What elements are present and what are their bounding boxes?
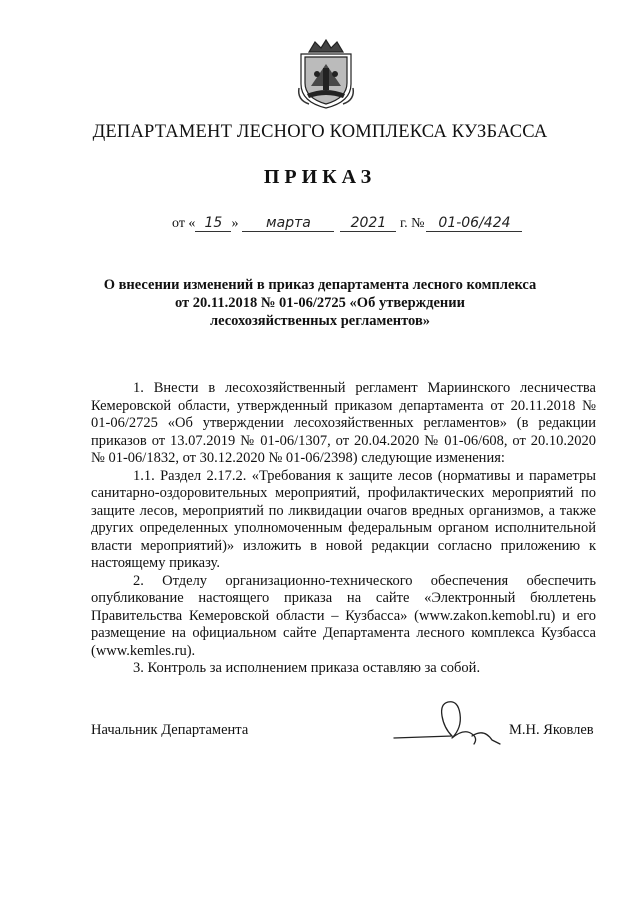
department-name: ДЕПАРТАМЕНТ ЛЕСНОГО КОМПЛЕКСА КУЗБАССА — [92, 122, 548, 142]
order-year: 2021 — [340, 216, 396, 232]
paragraph-1-1: 1.1. Раздел 2.17.2. «Требования к защите лесов (нормативы и параметры санитарно-оздоровительных мероприятий, профилактических мероприятий по защите лесов, мероприятий по ликвидации очагов вредных организмов, а также других определенных уполномоченным федеральным органом исполнительной власти мероприятий)» изложить в новой редакции согласно приложению к настоящему приказу. — [91, 467, 596, 571]
signer-name: М.Н. Яковлев — [509, 722, 594, 738]
order-month: марта — [242, 216, 334, 232]
handwritten-signature — [392, 698, 502, 750]
paragraph-3: 3. Контроль за исполнением приказа оставляю за собой. — [133, 660, 481, 676]
order-body — [91, 380, 596, 678]
subject-line-1: О внесении изменений в приказ департамента лесного комплекса — [103, 277, 537, 293]
order-day: 15 — [195, 216, 231, 232]
order-date-number-line — [172, 216, 522, 232]
order-number: 01-06/424 — [426, 216, 522, 232]
paragraph-1: 1. Внести в лесохозяйственный регламент Мариинского лесничества Кемеровской области, утвержденный приказом департамента от 20.11.2018 № 01-06/2725 «Об утверждении лесохозяйственных регламентов» (в редакции приказов от 13.07.2019 № 01-06/1307, от 20.04.2020 № 01-06/608, от 20.10.2020 № 01-06/1832, от 30.12.2020 № 01-06/2398) следующие изменения: — [91, 380, 596, 466]
coat-of-arms-emblem — [295, 38, 357, 110]
order-subject — [0, 276, 640, 330]
number-prefix: г. № — [399, 216, 425, 231]
date-mid: » — [231, 216, 239, 231]
date-prefix: от « — [172, 216, 196, 231]
subject-line-3: лесохозяйственных регламентов» — [209, 313, 431, 329]
signer-position: Начальник Департамента — [91, 722, 249, 738]
subject-line-2: от 20.11.2018 № 01-06/2725 «Об утверждении — [174, 295, 465, 311]
paragraph-2: 2. Отделу организационно-технического обеспечения обеспечить опубликование настоящего приказа на сайте «Электронный бюллетень Правительства Кемеровской области – Кузбасса» (www.zakon.kemobl.ru) и его размещение на официальном сайте Департамента лесного комплекса Кузбасса (www.kemles.ru). — [91, 572, 596, 659]
document-type-title: ПРИКАЗ — [263, 166, 377, 188]
